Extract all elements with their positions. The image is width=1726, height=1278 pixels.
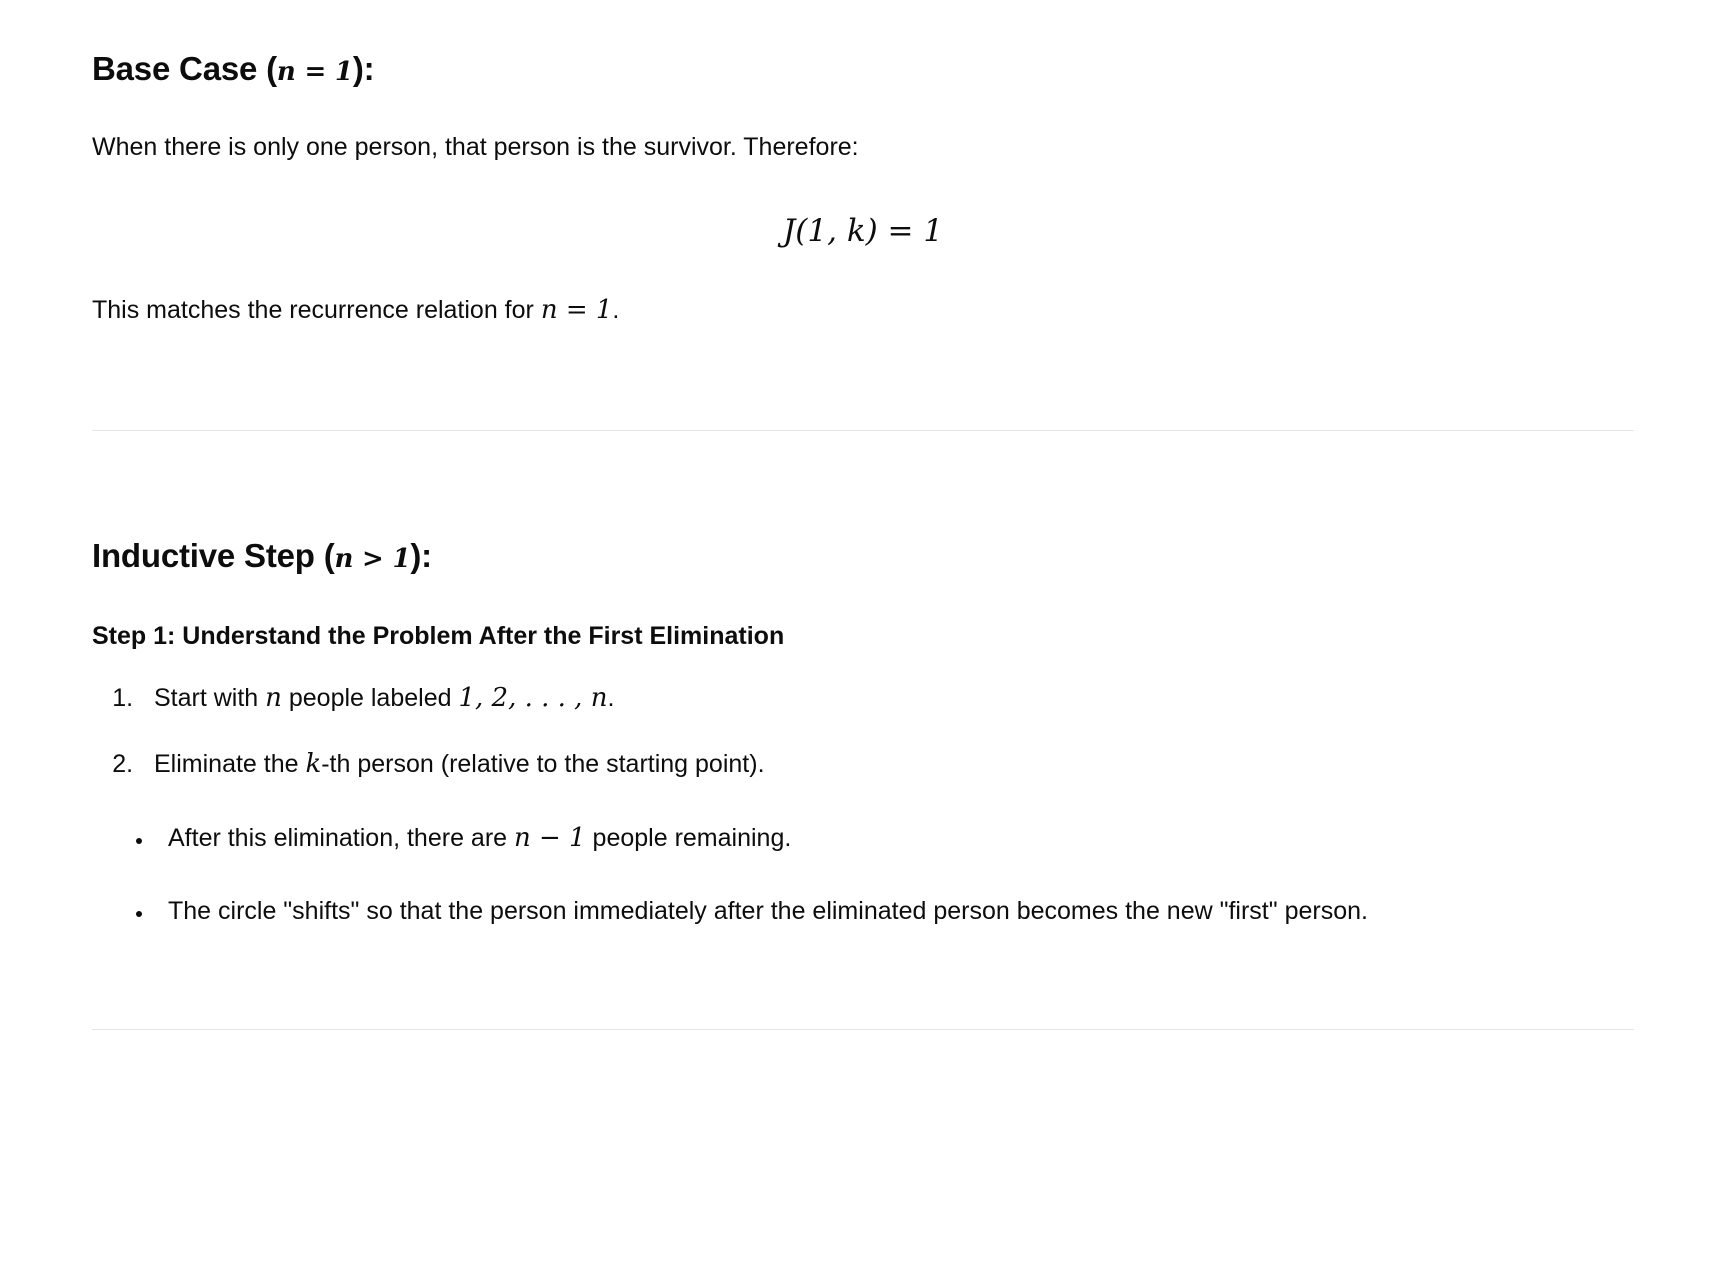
base-case-heading [92,48,1634,91]
item-math-1: k [305,748,322,779]
base-case-heading-suffix: ): [352,50,375,87]
document-content [92,48,1634,1030]
list-item [154,818,1634,860]
item-text-middle: -th person (relative to the starting point). [321,749,765,778]
step-1-heading: Step 1: Understand the Problem After the First Elimination [92,622,785,651]
inductive-step-heading-prefix: Inductive Step ( [92,536,335,574]
item-text-before: Eliminate the [154,749,306,778]
item-math-1: n [265,683,282,714]
base-case-closing-math: n = 1 [540,295,613,326]
list-item [140,744,1634,786]
base-case-closing-suffix: . [612,296,620,325]
item-text-after: . [607,684,615,713]
inductive-step-heading-math: n > 1 [334,543,411,574]
inductive-step-heading [92,535,1634,578]
base-case-intro-paragraph: When there is only one person, that person is the survivor. Therefore: [92,132,859,161]
bullet-text-before: After this elimination, there are [168,823,514,852]
bottom-divider [92,1029,1634,1030]
base-case-display-formula: J(1, k) = 1 [782,213,944,250]
list-item [140,678,1634,720]
item-text-before: Start with [154,684,266,713]
step-1-bullet-list [92,818,1634,932]
inductive-step-heading-suffix: ): [410,536,432,574]
item-math-2: 1, 2, . . . , n [458,683,608,714]
spacer [92,431,1634,517]
list-item [154,891,1634,931]
step-1-numbered-list [92,678,1634,785]
base-case-heading-prefix: Base Case ( [92,50,277,87]
bullet-math: n − 1 [514,822,586,853]
bullet-text-after: people remaining. [585,823,792,852]
base-case-closing-paragraph [92,289,1634,331]
item-text-middle: people labeled [281,684,459,713]
base-case-heading-math: n = 1 [276,57,353,87]
base-case-closing-prefix: This matches the recurrence relation for [92,296,541,325]
bullet-text-before: The circle "shifts" so that the person immediately after the eliminated person becomes the new "first" person. [168,897,1368,926]
